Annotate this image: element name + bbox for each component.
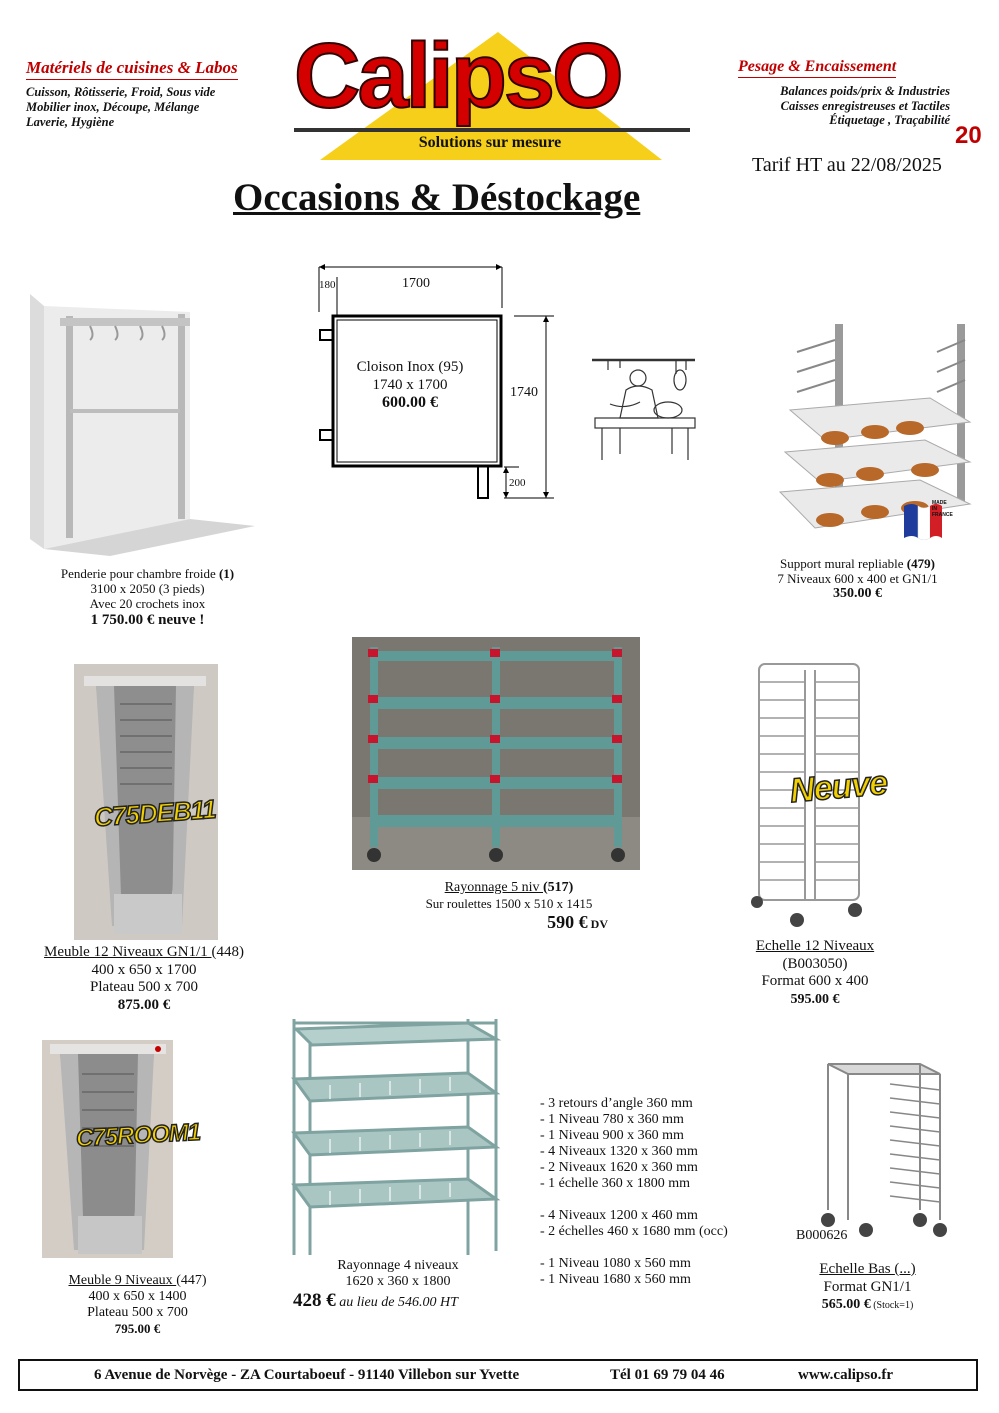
rayonnage4-name: Rayonnage 4 niveaux (337, 1258, 459, 1273)
rayonnage5-caption (380, 880, 638, 933)
component-line: - 4 Niveaux 1320 x 360 mm (540, 1144, 698, 1159)
calipso-logo (290, 25, 690, 162)
echellebas-dims: Format GN1/1 (823, 1278, 912, 1295)
meuble9-stamp: C75ROOM1 (75, 1118, 201, 1153)
made-in-france-badge (902, 500, 953, 540)
rayonnage4-image (290, 1015, 502, 1258)
penderie-ref: (1) (218, 566, 235, 581)
list-spacer (540, 1240, 728, 1256)
cloison-dim-foot: 200 (509, 477, 526, 489)
echellebas-ref: (...) (894, 1261, 916, 1277)
component-line: - 1 Niveau 1080 x 560 mm (540, 1256, 691, 1271)
cloison-dim-height: 1740 (510, 385, 538, 400)
component-line: - 1 Niveau 900 x 360 mm (540, 1128, 684, 1143)
echelle12-name: Echelle 12 Niveaux (755, 938, 875, 954)
echellebas-price-line (790, 1296, 945, 1315)
rayonnage5-dims: Sur roulettes 1500 x 510 x 1415 (425, 896, 593, 911)
footer-website[interactable]: www.calipso.fr (798, 1367, 893, 1383)
logo-wordmark: CalipsO (294, 25, 621, 127)
right-category-line: Caisses enregistreuses et Tactiles (780, 98, 950, 113)
component-line: - 1 Niveau 1680 x 560 mm (540, 1272, 691, 1287)
penderie-name: Penderie pour chambre froide (60, 566, 219, 581)
logo-underline (294, 128, 690, 132)
right-category-line: Étiquetage , Traçabilité (829, 113, 950, 127)
cloison-dim-width: 1700 (402, 276, 430, 291)
rayonnage5-price-suffix: DV (587, 917, 608, 931)
meuble12-ref: (448) (211, 944, 244, 960)
support-mural-image (775, 320, 975, 540)
cloison-caption (340, 358, 480, 412)
cloison-name: Cloison Inox (95) (356, 359, 464, 375)
logo-tagline: Solutions sur mesure (418, 134, 562, 151)
component-line: - 1 Niveau 780 x 360 mm (540, 1112, 684, 1127)
penderie-price: 1 750.00 € neuve ! (90, 612, 205, 628)
meuble12-plateau: Plateau 500 x 700 (90, 979, 198, 995)
footer-phone: Tél 01 69 79 04 46 (610, 1367, 725, 1383)
penderie-name-line (40, 566, 255, 581)
component-line: - 2 échelles 460 x 1680 mm (occ) (540, 1224, 728, 1239)
support-ref: (479) (906, 556, 935, 571)
echelle12-caption (735, 938, 895, 1008)
echelle12-dims: Format 600 x 400 (761, 973, 869, 989)
echelle12-price: 595.00 € (790, 991, 840, 1007)
meuble12-caption (24, 944, 264, 1014)
meuble12-name-line (24, 944, 264, 962)
meuble12-dims: 400 x 650 x 1700 (91, 961, 197, 978)
support-caption (760, 556, 955, 601)
rayonnage4-components-list (540, 1096, 728, 1288)
rayonnage5-price: 590 € (547, 912, 588, 932)
echellebas-caption (790, 1261, 945, 1315)
rayonnage4-price-note: au lieu de 546.00 HT (335, 1295, 458, 1310)
right-category-list (735, 84, 950, 128)
meuble9-name: Meuble 9 Niveaux (68, 1273, 177, 1288)
meuble9-plateau: Plateau 500 x 700 (87, 1305, 188, 1320)
list-spacer (540, 1192, 728, 1208)
right-category-line: Balances poids/prix & Industries (780, 84, 950, 98)
made-in-france-text: MADE IN FRANCE (932, 500, 953, 518)
support-price: 350.00 € (833, 586, 882, 601)
component-line: - 4 Niveaux 1200 x 460 mm (540, 1208, 698, 1223)
echellebas-image (820, 1060, 950, 1240)
echellebas-name: Echelle Bas (819, 1261, 895, 1277)
meuble9-price: 795.00 € (114, 1321, 161, 1336)
rayonnage4-dims: 1620 x 360 x 1800 (345, 1274, 451, 1289)
rayonnage4-caption (298, 1258, 498, 1290)
page-title: Occasions & Déstockage (233, 176, 641, 219)
penderie-caption (40, 566, 255, 628)
left-category-list (26, 85, 215, 130)
meuble12-stamp: C75DEB11 (93, 793, 217, 833)
support-name-line (760, 556, 955, 571)
echellebas-name-line (790, 1261, 945, 1279)
component-line: - 1 échelle 360 x 1800 mm (540, 1176, 691, 1191)
support-name: Support mural repliable (780, 556, 907, 571)
cloison-dims: 1740 x 1700 (372, 377, 448, 393)
left-category-title: Matériels de cuisines & Labos (26, 58, 238, 80)
footer-address: 6 Avenue de Norvège - ZA Courtaboeuf - 91140 Villebon sur Yvette (94, 1367, 520, 1383)
butcher-illustration (590, 352, 700, 462)
support-dims: 7 Niveaux 600 x 400 et GN1/1 (777, 571, 938, 586)
component-line: - 3 retours d’angle 360 mm (540, 1096, 693, 1111)
rayonnage5-image (352, 637, 640, 870)
echellebas-stock: (Stock=1) (870, 1300, 914, 1311)
meuble9-name-line (40, 1273, 235, 1289)
meuble9-ref: (447) (176, 1273, 207, 1288)
tarif-date: Tarif HT au 22/08/2025 (752, 154, 942, 176)
rayonnage5-ref: (517) (543, 880, 574, 895)
penderie-dims: 3100 x 2050 (3 pieds) (90, 581, 205, 596)
cloison-dim-small: 180 (319, 279, 336, 291)
left-category-line: Cuisson, Rôtisserie, Froid, Sous vide (26, 85, 216, 99)
meuble9-dims: 400 x 650 x 1400 (88, 1289, 187, 1304)
echellebas-price: 565.00 € (821, 1297, 871, 1312)
meuble12-price: 875.00 € (117, 996, 171, 1013)
rayonnage5-price-line (380, 914, 608, 933)
echelle12-ref: (B003050) (782, 955, 848, 972)
footer-bar (18, 1359, 978, 1391)
rayonnage4-price-line (293, 1290, 458, 1312)
component-line: - 2 Niveaux 1620 x 360 mm (540, 1160, 698, 1175)
echellebas-code: B000626 (796, 1228, 848, 1243)
rayonnage4-price: 428 € (293, 1290, 336, 1311)
rayonnage5-name: Rayonnage 5 niv (444, 880, 544, 895)
penderie-detail: Avec 20 crochets inox (89, 596, 206, 611)
cloison-price: 600.00 € (382, 394, 438, 411)
meuble9-caption (40, 1273, 235, 1337)
penderie-image (30, 294, 255, 559)
left-category-line: Laverie, Hygiène (26, 115, 115, 129)
echelle12-stamp: Neuve (788, 763, 889, 811)
right-category-title: Pesage & Encaissement (738, 58, 896, 78)
rayonnage5-name-line (380, 880, 638, 896)
page-number: 20 (955, 122, 982, 149)
left-category-line: Mobilier inox, Découpe, Mélange (26, 100, 200, 114)
meuble12-name: Meuble 12 Niveaux GN1/1 (44, 944, 212, 960)
